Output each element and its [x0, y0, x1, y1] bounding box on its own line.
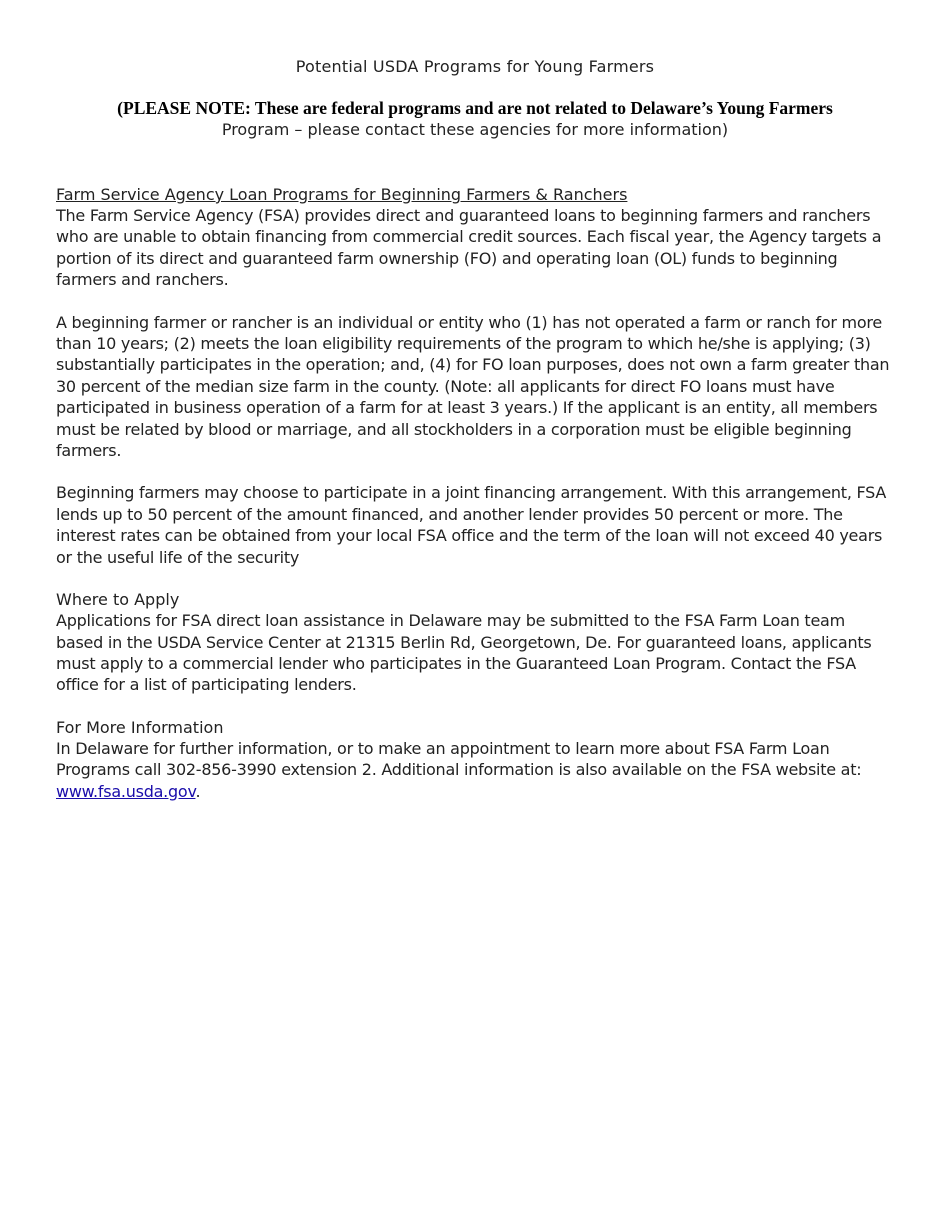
- document-page: [56, 56, 894, 802]
- document-title: Potential USDA Programs for Young Farmers: [295, 57, 655, 76]
- disclaimer-second-line: Program – please contact these agencies for more information): [221, 120, 729, 139]
- fsa-section-heading: Farm Service Agency Loan Programs for Beginning Farmers & Ranchers: [56, 185, 628, 204]
- disclaimer-bold-line: (PLEASE NOTE: These are federal programs and are not related to Delaware’s Young Farmers: [117, 98, 833, 118]
- disclaimer-note: [56, 97, 894, 141]
- more-info-trailing: .: [195, 781, 201, 801]
- more-info-text: In Delaware for further information, or to make an appointment to learn more about FSA Farm Loan Programs call 302-856-3990 extension 2. Additional information is also available on the FSA website at:: [56, 738, 862, 780]
- more-info-heading: For More Information: [56, 717, 224, 737]
- where-to-apply-text: Applications for FSA direct loan assistance in Delaware may be submitted to the FSA Farm Loan team based in the USDA Service Center at 21315 Berlin Rd, Georgetown, De. For guaranteed loans, applicants must apply to a commercial lender who participates in the Guaranteed Loan Program. Contact the FSA office for a list of participating lenders.: [56, 611, 872, 695]
- fsa-website-link[interactable]: www.fsa.usda.gov: [56, 781, 196, 801]
- where-to-apply-heading: Where to Apply: [56, 590, 180, 610]
- fsa-paragraph-1: The Farm Service Agency (FSA) provides direct and guaranteed loans to beginning farmers and ranchers who are unable to obtain financing from commercial credit sources. Each fiscal year, the Agency targets a portion of its direct and guaranteed farm ownership (FO) and operating loan (OL) funds to beginning farmers and ranchers.: [56, 206, 882, 290]
- more-info-paragraph: [56, 738, 894, 802]
- fsa-paragraph-2: A beginning farmer or rancher is an individual or entity who (1) has not operated a farm or ranch for more than 10 years; (2) meets the loan eligibility requirements of the program to which he/she is applying; (3) substantially participates in the operation; and, (4) for FO loan purposes, does not own a farm greater than 30 percent of the median size farm in the county. (Note: all applicants for direct FO loans must have participated in business operation of a farm for at least 3 years.) If the applicant is an entity, all members must be related by blood or marriage, and all stockholders in a corporation must be eligible beginning farmers.: [56, 312, 890, 461]
- fsa-paragraph-3: Beginning farmers may choose to participate in a joint financing arrangement. With this arrangement, FSA lends up to 50 percent of the amount financed, and another lender provides 50 percent or more. The interest rates can be obtained from your local FSA office and the term of the loan will not exceed 40 years or the useful life of the security: [56, 483, 887, 567]
